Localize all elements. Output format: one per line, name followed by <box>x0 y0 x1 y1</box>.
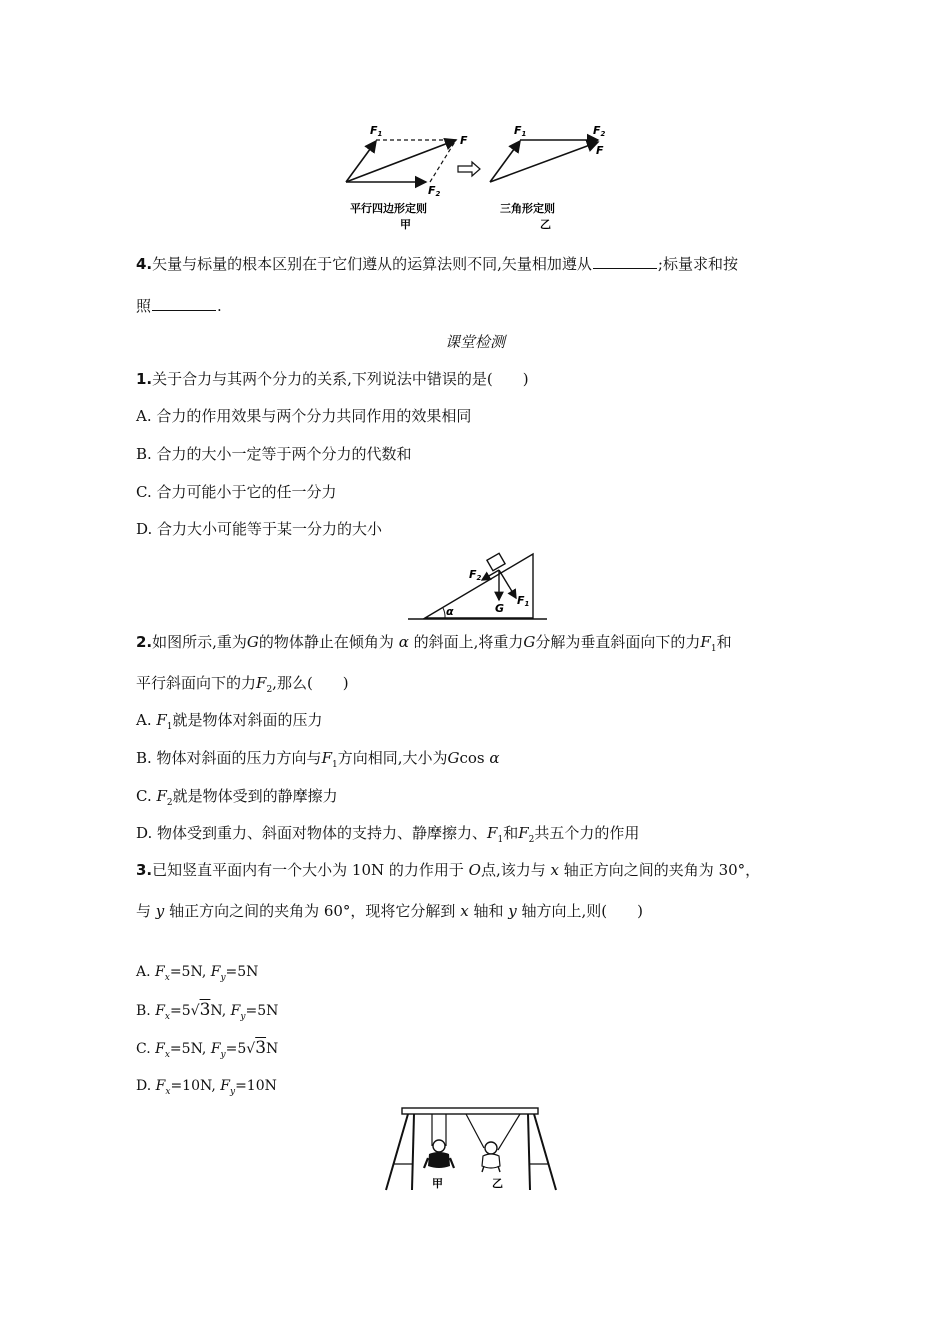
c2-stem-line1: 2.如图所示,重为G的物体静止在倾角为 α 的斜面上,将重力G分解为垂直斜面向下的力$F_1$和 <box>136 633 732 654</box>
c2-option-a[interactable]: A. $F_1$就是物体对斜面的压力 <box>136 711 323 732</box>
f1-arrow <box>499 570 516 598</box>
c2-option-b[interactable]: B. 物体对斜面的压力方向与$F_1$方向相同,大小为Gcos α <box>136 749 500 770</box>
svg-text:F2: F2 <box>428 184 441 198</box>
swing-figure <box>380 1104 570 1199</box>
svg-text:甲: 甲 <box>400 218 411 231</box>
dashed-side-right <box>430 140 456 182</box>
sqrt-symbol: √ <box>246 1041 256 1057</box>
tri-f-vector <box>490 142 598 182</box>
c3-stem-line2: 与 y 轴正方向之间的夹角为 60°，现将它分解到 x 轴和 y 轴方向上,则( ) <box>136 902 643 920</box>
child-yi-icon <box>482 1142 500 1172</box>
svg-text:F1: F1 <box>517 594 530 608</box>
c1-option-a[interactable]: A. 合力的作用效果与两个分力共同作用的效果相同 <box>136 407 472 425</box>
implies-arrow-icon <box>458 162 480 176</box>
svg-text:乙: 乙 <box>540 218 551 231</box>
c3-stem-line1: 3.已知竖直平面内有一个大小为 10N 的力作用于 O点,该力与 x 轴正方向之间的夹角为 30°， <box>136 861 761 879</box>
swing-top-bar <box>402 1108 538 1114</box>
svg-text:α: α <box>446 605 454 618</box>
inclined-plane-figure <box>405 548 550 623</box>
svg-text:F2: F2 <box>593 124 606 138</box>
svg-text:F1: F1 <box>370 124 383 138</box>
parallelogram-caption: 平行四边形定则 <box>350 202 427 215</box>
c3-option-a[interactable]: A. $F_x=5N$, $F_y=5N$ <box>136 964 259 983</box>
c2-stem-line2: 平行斜面向下的力$F_2$,那么( ) <box>136 674 349 695</box>
c2-option-c[interactable]: C. $F_2$就是物体受到的静摩擦力 <box>136 787 338 808</box>
section-title: 课堂检测 <box>444 333 505 351</box>
q4-line2: 照 . <box>136 297 222 315</box>
q4-blank-2[interactable] <box>152 296 216 311</box>
c1-option-c[interactable]: C. 合力可能小于它的任一分力 <box>136 483 337 501</box>
incline-triangle <box>425 554 533 618</box>
svg-text:F: F <box>460 134 468 147</box>
c3-option-c[interactable]: C. $F_x=5N$, $F_y=5√3N$ <box>136 1038 279 1060</box>
svg-text:甲: 甲 <box>432 1177 443 1190</box>
svg-text:F: F <box>596 144 604 157</box>
resultant-f-vector <box>346 140 456 182</box>
q4-blank-1[interactable] <box>593 254 657 269</box>
block <box>487 553 505 570</box>
svg-text:F2: F2 <box>469 568 482 582</box>
svg-text:F1: F1 <box>514 124 527 138</box>
svg-text:乙: 乙 <box>492 1177 503 1190</box>
svg-text:G: G <box>495 602 505 615</box>
c3-option-d[interactable]: D. $F_x=10N$, $F_y=10N$ <box>136 1078 277 1097</box>
child-jia-icon <box>424 1140 454 1168</box>
c3-option-b[interactable]: B. $F_x=5√3N$, $F_y=5N$ <box>136 1000 279 1022</box>
c2-option-d[interactable]: D. 物体受到重力、斜面对物体的支持力、静摩擦力、$F_1$和$F_2$共五个力的作用 <box>136 824 640 845</box>
q4-line1: 4.矢量与标量的根本区别在于它们遵从的运算法则不同,矢量相加遵从 ;标量求和按 <box>136 255 738 273</box>
c1-option-d[interactable]: D. 合力大小可能等于某一分力的大小 <box>136 520 383 538</box>
triangle-caption: 三角形定则 <box>500 202 555 215</box>
c1-stem: 1.关于合力与其两个分力的关系,下列说法中错误的是( ) <box>136 370 529 388</box>
c1-option-b[interactable]: B. 合力的大小一定等于两个分力的代数和 <box>136 445 412 463</box>
sqrt-symbol: √ <box>190 1003 200 1019</box>
vector-addition-figure <box>330 118 630 238</box>
